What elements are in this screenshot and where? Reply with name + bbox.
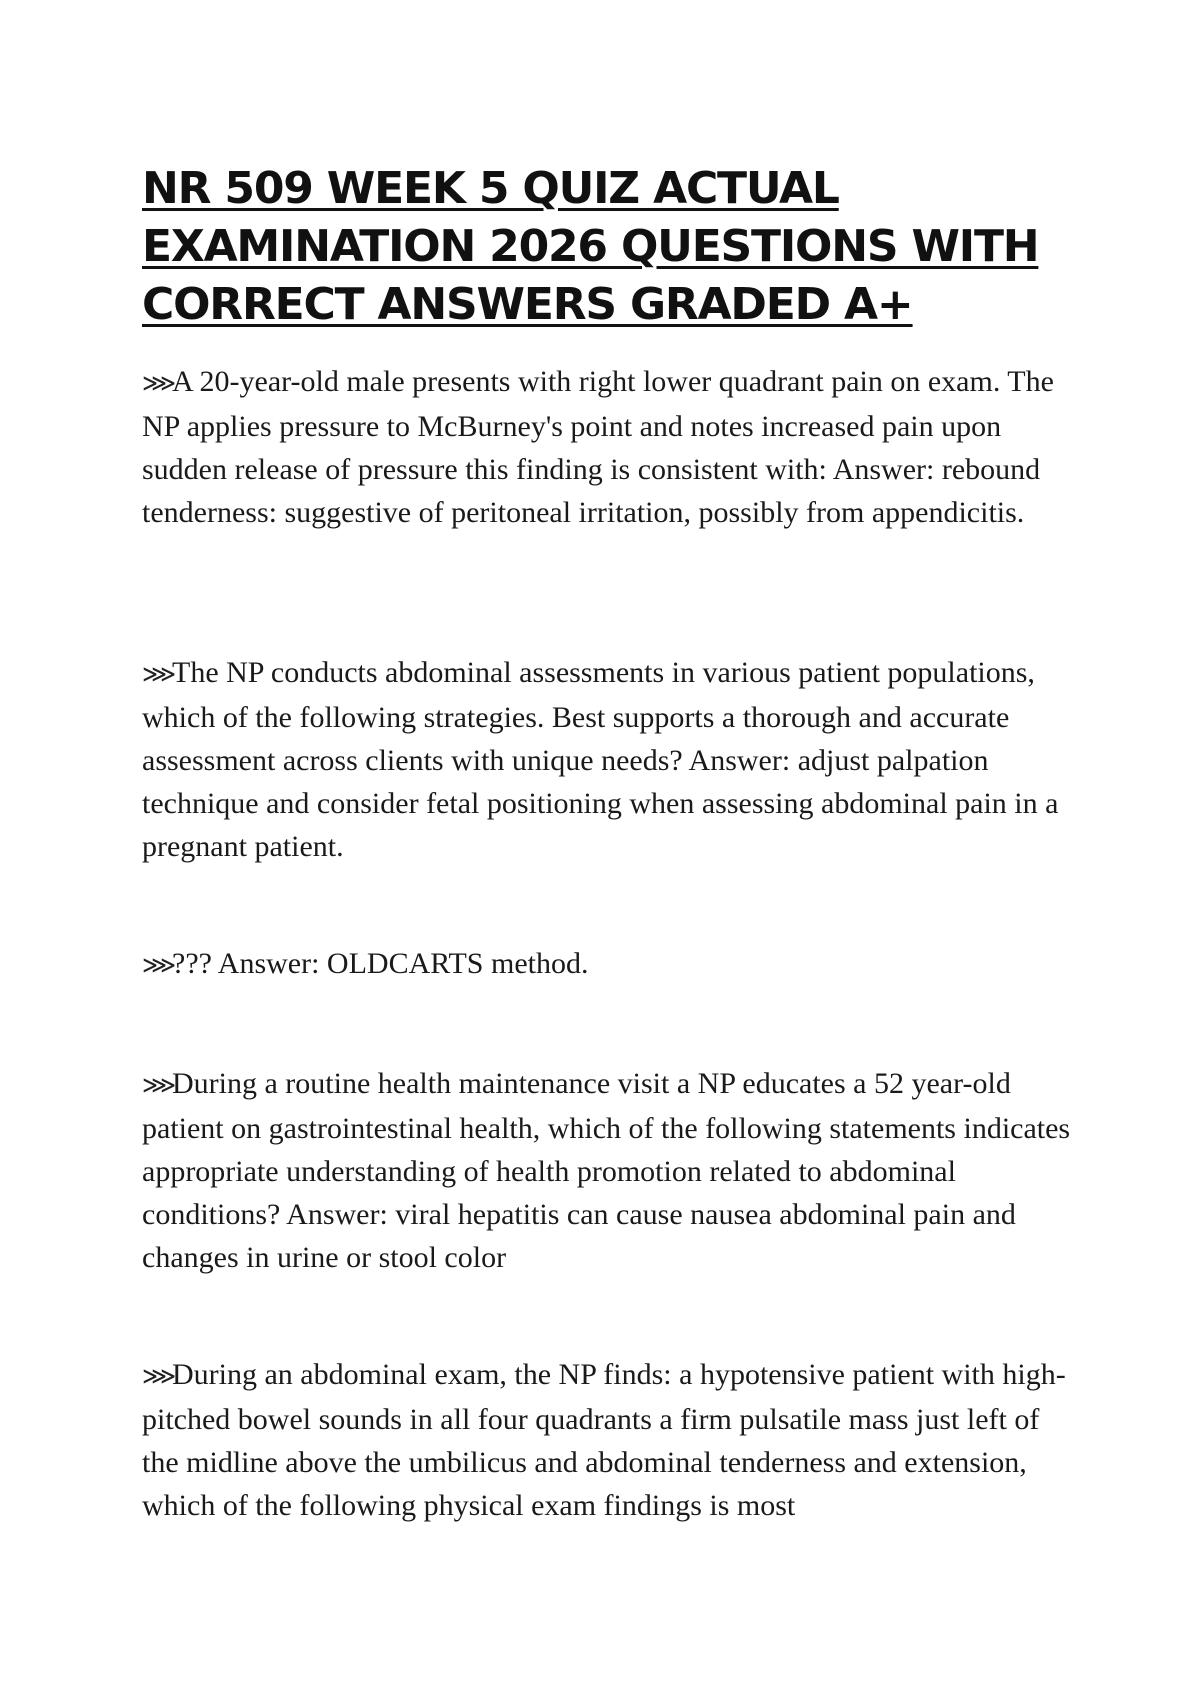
question-item-1 <box>142 360 1082 534</box>
arrow-bullet-icon: ⋙ <box>142 369 177 397</box>
question-item-3 <box>142 942 1082 987</box>
question-item-5 <box>142 1353 1082 1527</box>
arrow-bullet-icon: ⋙ <box>142 660 177 688</box>
document-title-text: NR 509 WEEK 5 QUIZ ACTUAL EXAMINATION 2026 QUESTIONS WITH CORRECT ANSWERS GRADED A+ <box>142 163 1039 330</box>
arrow-bullet-icon: ⋙ <box>142 1071 177 1099</box>
arrow-bullet-icon: ⋙ <box>142 1362 177 1390</box>
question-text-1: A 20-year-old male presents with right lower quadrant pain on exam. The NP applies pressure to McBurney's point and notes increased pain upon sudden release of pressure this finding is consistent with: Answer: rebound tenderness: suggestive of peritoneal irritation, possibly from appendicitis. <box>142 365 1054 529</box>
question-text-2: The NP conducts abdominal assessments in various patient populations, which of the following strategies. Best supports a thorough and accurate assessment across clients with unique needs? Answer: adjust palpation technique and consider fetal positioning when assessing abdominal pain in a pregnant patient. <box>142 656 1059 863</box>
question-text-4: During a routine health maintenance visit a NP educates a 52 year-old patient on gastrointestinal health, which of the following statements indicates appropriate understanding of health promotion related to abdominal conditions? Answer: viral hepatitis can cause nausea abdominal pain and changes in urine or stool color <box>142 1067 1071 1274</box>
question-item-2 <box>142 651 1082 868</box>
arrow-bullet-icon: ⋙ <box>142 951 177 979</box>
question-text-5: During an abdominal exam, the NP finds: a hypotensive patient with high-pitched bowel sounds in all four quadrants a firm pulsatile mass just left of the midline above the umbilicus and abdominal tenderness and extension, which of the following physical exam findings is most <box>142 1358 1066 1522</box>
document-title <box>142 160 1062 334</box>
question-item-4 <box>142 1062 1082 1279</box>
question-text-3: ??? Answer: OLDCARTS method. <box>172 947 589 980</box>
